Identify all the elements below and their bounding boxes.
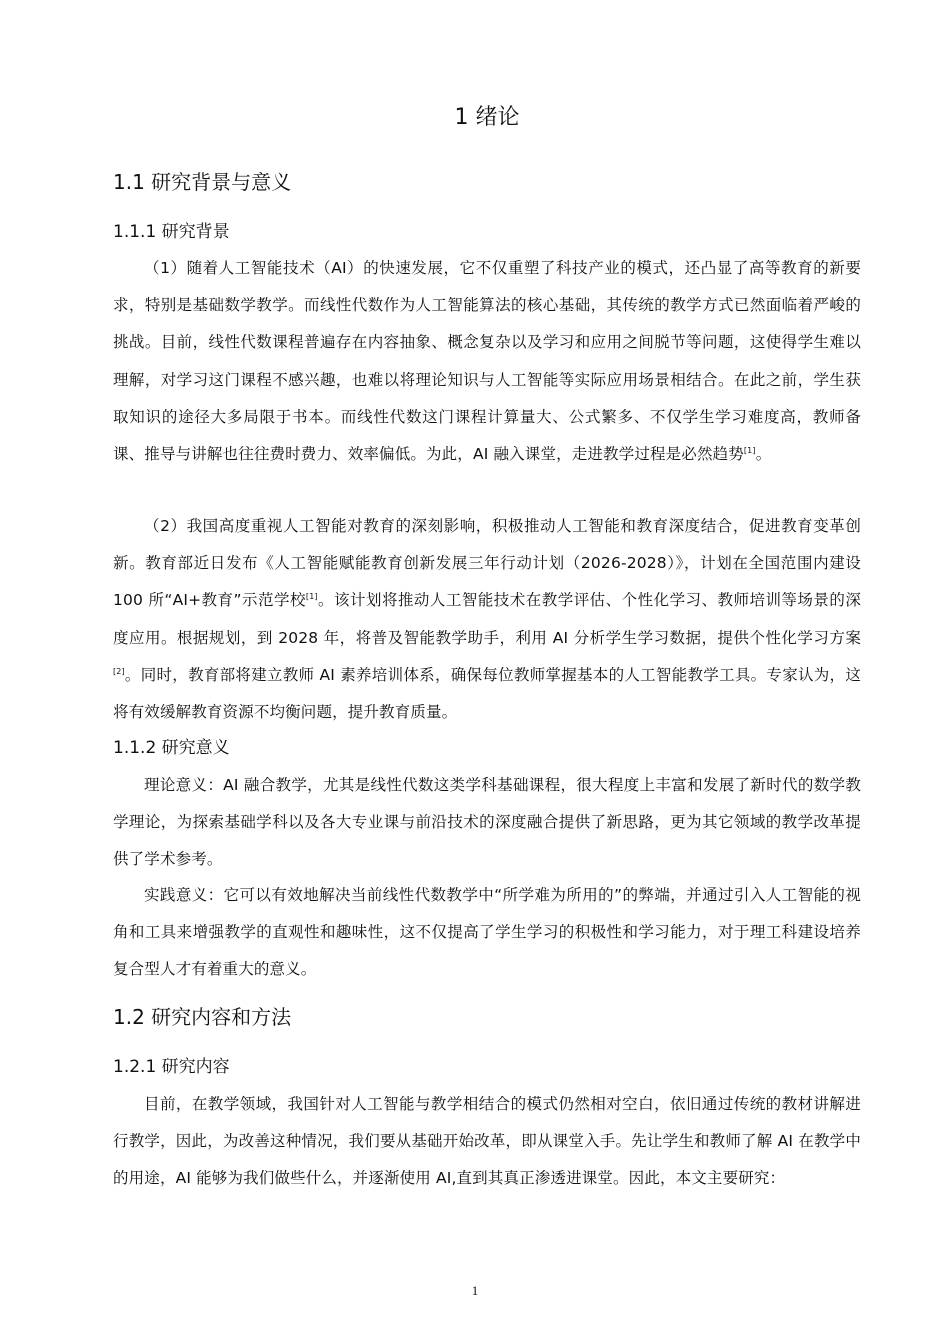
paragraph-background-1 bbox=[113, 250, 861, 473]
paragraph-text: （2）我国高度重视人工智能对教育的深刻影响，积极推动人工智能和教育深度结合，促进教育变革创新。教育部近日发布《人工智能赋能教育创新发展三年行动计划（2026-2028）》，计划在全国范围内建设 100 所“AI+教育”示范学校 bbox=[113, 517, 861, 610]
paragraph-text: 。 bbox=[755, 445, 772, 464]
subsection-heading-1-2-1: 1.2.1 研究内容 bbox=[113, 1057, 230, 1077]
page-number: 1 bbox=[471, 1283, 479, 1298]
subsection-heading-1-1-1: 1.1.1 研究背景 bbox=[113, 222, 230, 242]
citation-ref: [2] bbox=[113, 666, 125, 676]
citation-ref: [1] bbox=[743, 446, 756, 456]
chapter-title: 1 绪论 bbox=[454, 105, 520, 130]
paragraph-text: 目前，在教学领域，我国针对人工智能与教学相结合的模式仍然相对空白，依旧通过传统的教材讲解进行教学，因此，为改善这种情况，我们要从基础开始改革，即从课堂入手。先让学生和教师了解 AI 在教学中的用途，AI 能够为我们做些什么，并逐渐使用 AI,直到其真正渗透进课堂。因此，本文主要研究： bbox=[113, 1095, 861, 1188]
paragraph-text: 实践意义：它可以有效地解决当前线性代数教学中“所学难为所用的”的弊端，并通过引入人工智能的视角和工具来增强教学的直观性和趣味性，这不仅提高了学生学习的积极性和学习能力，对于理工科建设培养复合型人才有着重大的意义。 bbox=[113, 886, 861, 979]
citation-ref: [1] bbox=[305, 592, 318, 602]
paragraph-practice-significance bbox=[113, 877, 861, 989]
section-heading-1-2: 1.2 研究内容和方法 bbox=[113, 1005, 292, 1029]
paragraph-text: 理论意义：AI 融合教学，尤其是线性代数这类学科基础课程，很大程度上丰富和发展了新时代的数学教学理论，为探索基础学科以及各大专业课与前沿技术的深度融合提供了新思路，更为其它领域的教学改革提供了学术参考。 bbox=[113, 776, 861, 869]
paragraph-research-content bbox=[113, 1086, 861, 1198]
paragraph-text: 。同时，教育部将建立教师 AI 素养培训体系，确保每位教师掌握基本的人工智能教学工具。专家认为，这将有效缓解教育资源不均衡问题，提升教育质量。 bbox=[113, 665, 861, 722]
paragraph-theory-significance bbox=[113, 767, 861, 879]
section-heading-1-1: 1.1 研究背景与意义 bbox=[113, 170, 292, 194]
paragraph-text: （1）随着人工智能技术（AI）的快速发展，它不仅重塑了科技产业的模式，还凸显了高等教育的新要求，特别是基础数学教学。而线性代数作为人工智能算法的核心基础，其传统的教学方式已然面临着严峻的挑战。目前，线性代数课程普遍存在内容抽象、概念复杂以及学习和应用之间脱节等问题，这使得学生难以理解，对学习这门课程不感兴趣，也难以将理论知识与人工智能等实际应用场景相结合。在此之前，学生获取知识的途径大多局限于书本。而线性代数这门课程计算量大、公式繁多、不仅学生学习难度高，教师备课、推导与讲解也往往费时费力、效率偏低。为此，AI 融入课堂，走进教学过程是必然趋势 bbox=[113, 259, 861, 464]
paragraph-text: 。该计划将推动人工智能技术在教学评估、个性化学习、教师培训等场景的深度应用。根据规划，到 2028 年，将普及智能教学助手，利用 AI 分析学生学习数据，提供个性化学习方案 bbox=[113, 591, 861, 647]
subsection-heading-1-1-2: 1.1.2 研究意义 bbox=[113, 738, 230, 758]
paragraph-background-2 bbox=[113, 508, 861, 731]
